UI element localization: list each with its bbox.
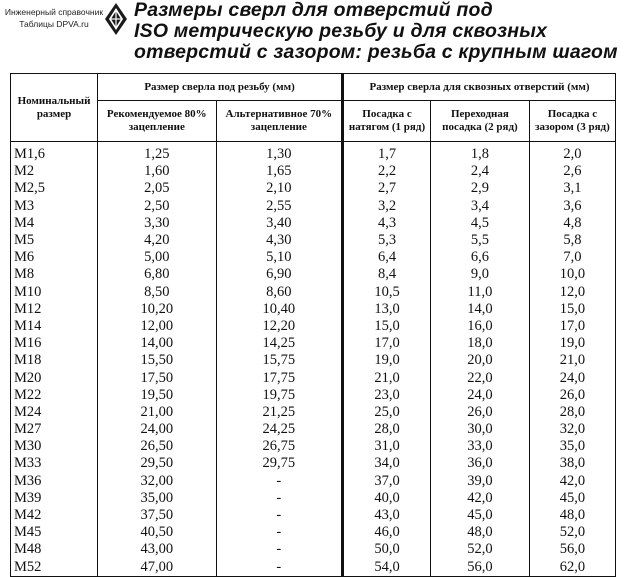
loose-fit-cell: 48,0 bbox=[529, 507, 615, 524]
nominal-size-cell: M36 bbox=[11, 473, 98, 490]
loose-fit-cell: 26,0 bbox=[529, 387, 615, 404]
loose-fit-cell: 52,0 bbox=[529, 524, 615, 541]
alternative-drill-cell: 8,60 bbox=[216, 284, 342, 301]
table-row bbox=[11, 301, 616, 318]
page-title bbox=[134, 0, 634, 63]
nominal-size-cell: M48 bbox=[11, 541, 98, 558]
through-hole-group-header: Размер сверла для сквозных отверстий (мм) bbox=[343, 74, 616, 101]
table-row bbox=[11, 163, 616, 180]
table-row bbox=[11, 473, 616, 490]
recommended-drill-cell: 19,50 bbox=[98, 387, 217, 404]
recommended-drill-cell: 21,00 bbox=[98, 404, 217, 421]
normal-fit-cell: 39,0 bbox=[430, 473, 529, 490]
normal-fit-cell: 36,0 bbox=[430, 455, 529, 472]
column-header-loose-fit: Посадка с зазором (3 ряд) bbox=[529, 101, 615, 142]
loose-fit-cell: 35,0 bbox=[529, 438, 615, 455]
loose-fit-cell: 62,0 bbox=[529, 559, 615, 577]
nominal-size-cell: M16 bbox=[11, 335, 98, 352]
alternative-drill-cell: 24,25 bbox=[216, 421, 342, 438]
site-brand[interactable] bbox=[4, 6, 104, 30]
recommended-drill-cell: 17,50 bbox=[98, 369, 217, 386]
nominal-size-cell: M12 bbox=[11, 301, 98, 318]
close-fit-cell: 21,0 bbox=[343, 369, 431, 386]
thread-drill-group-header: Размер сверла под резьбу (мм) bbox=[98, 74, 343, 101]
nominal-size-cell: M39 bbox=[11, 490, 98, 507]
nominal-size-cell: M14 bbox=[11, 318, 98, 335]
table-row bbox=[11, 232, 616, 249]
brand-line-1: Инженерный справочник bbox=[4, 7, 104, 17]
loose-fit-cell: 32,0 bbox=[529, 421, 615, 438]
recommended-drill-cell: 40,50 bbox=[98, 524, 217, 541]
loose-fit-cell: 21,0 bbox=[529, 352, 615, 369]
loose-fit-cell: 2,6 bbox=[529, 163, 615, 180]
normal-fit-cell: 1,8 bbox=[430, 142, 529, 164]
table-row bbox=[11, 438, 616, 455]
nominal-size-cell: M27 bbox=[11, 421, 98, 438]
table-row bbox=[11, 142, 616, 164]
normal-fit-cell: 20,0 bbox=[430, 352, 529, 369]
close-fit-cell: 8,4 bbox=[343, 266, 431, 283]
loose-fit-cell: 7,0 bbox=[529, 249, 615, 266]
normal-fit-cell: 14,0 bbox=[430, 301, 529, 318]
loose-fit-cell: 24,0 bbox=[529, 369, 615, 386]
normal-fit-cell: 48,0 bbox=[430, 524, 529, 541]
recommended-drill-cell: 15,50 bbox=[98, 352, 217, 369]
close-fit-cell: 19,0 bbox=[343, 352, 431, 369]
recommended-drill-cell: 8,50 bbox=[98, 284, 217, 301]
recommended-drill-cell: 32,00 bbox=[98, 473, 217, 490]
nominal-size-cell: M33 bbox=[11, 455, 98, 472]
close-fit-cell: 1,7 bbox=[343, 142, 431, 164]
normal-fit-cell: 42,0 bbox=[430, 490, 529, 507]
alternative-drill-cell: 4,30 bbox=[216, 232, 342, 249]
nominal-size-cell: M22 bbox=[11, 387, 98, 404]
title-line-1: Размеры сверл для отверстий под bbox=[134, 0, 493, 21]
table-row bbox=[11, 421, 616, 438]
column-header-close-fit: Посадка с натягом (1 ряд) bbox=[343, 101, 431, 142]
nominal-size-cell: M1,6 bbox=[11, 142, 98, 164]
loose-fit-cell: 42,0 bbox=[529, 473, 615, 490]
recommended-drill-cell: 2,50 bbox=[98, 198, 217, 215]
drill-size-table bbox=[10, 73, 616, 577]
close-fit-cell: 4,3 bbox=[343, 215, 431, 232]
table-row bbox=[11, 387, 616, 404]
close-fit-cell: 50,0 bbox=[343, 541, 431, 558]
table-row bbox=[11, 198, 616, 215]
column-header-recommended: Рекомендуемое 80% зацепление bbox=[98, 101, 217, 142]
alternative-drill-cell: - bbox=[216, 559, 342, 577]
recommended-drill-cell: 12,00 bbox=[98, 318, 217, 335]
alternative-drill-cell: 26,75 bbox=[216, 438, 342, 455]
recommended-drill-cell: 35,00 bbox=[98, 490, 217, 507]
normal-fit-cell: 18,0 bbox=[430, 335, 529, 352]
page-header bbox=[0, 0, 639, 72]
normal-fit-cell: 4,5 bbox=[430, 215, 529, 232]
recommended-drill-cell: 37,50 bbox=[98, 507, 217, 524]
table-row bbox=[11, 490, 616, 507]
normal-fit-cell: 6,6 bbox=[430, 249, 529, 266]
loose-fit-cell: 3,6 bbox=[529, 198, 615, 215]
nominal-size-cell: M6 bbox=[11, 249, 98, 266]
loose-fit-cell: 4,8 bbox=[529, 215, 615, 232]
table-row bbox=[11, 507, 616, 524]
alternative-drill-cell: - bbox=[216, 524, 342, 541]
nominal-size-cell: M10 bbox=[11, 284, 98, 301]
table-row bbox=[11, 284, 616, 301]
loose-fit-cell: 2,0 bbox=[529, 142, 615, 164]
close-fit-cell: 13,0 bbox=[343, 301, 431, 318]
diamond-logo-icon bbox=[104, 2, 128, 36]
normal-fit-cell: 11,0 bbox=[430, 284, 529, 301]
close-fit-cell: 6,4 bbox=[343, 249, 431, 266]
close-fit-cell: 54,0 bbox=[343, 559, 431, 577]
normal-fit-cell: 33,0 bbox=[430, 438, 529, 455]
column-header-normal-fit: Переходная посадка (2 ряд) bbox=[430, 101, 529, 142]
loose-fit-cell: 19,0 bbox=[529, 335, 615, 352]
table-row bbox=[11, 369, 616, 386]
nominal-size-cell: M5 bbox=[11, 232, 98, 249]
normal-fit-cell: 3,4 bbox=[430, 198, 529, 215]
loose-fit-cell: 12,0 bbox=[529, 284, 615, 301]
table-row bbox=[11, 455, 616, 472]
alternative-drill-cell: 14,25 bbox=[216, 335, 342, 352]
alternative-drill-cell: 2,55 bbox=[216, 198, 342, 215]
close-fit-cell: 37,0 bbox=[343, 473, 431, 490]
alternative-drill-cell: - bbox=[216, 473, 342, 490]
title-line-3: отверстий с зазором: резьба с крупным шагом bbox=[134, 41, 618, 63]
close-fit-cell: 31,0 bbox=[343, 438, 431, 455]
normal-fit-cell: 5,5 bbox=[430, 232, 529, 249]
recommended-drill-cell: 5,00 bbox=[98, 249, 217, 266]
alternative-drill-cell: 29,75 bbox=[216, 455, 342, 472]
nominal-size-cell: M2 bbox=[11, 163, 98, 180]
column-header-alternative: Альтернативное 70% зацепление bbox=[216, 101, 342, 142]
nominal-size-cell: M18 bbox=[11, 352, 98, 369]
loose-fit-cell: 56,0 bbox=[529, 541, 615, 558]
recommended-drill-cell: 47,00 bbox=[98, 559, 217, 577]
table-body bbox=[11, 142, 616, 577]
close-fit-cell: 15,0 bbox=[343, 318, 431, 335]
loose-fit-cell: 3,1 bbox=[529, 180, 615, 197]
recommended-drill-cell: 2,05 bbox=[98, 180, 217, 197]
loose-fit-cell: 17,0 bbox=[529, 318, 615, 335]
table-row bbox=[11, 180, 616, 197]
close-fit-cell: 25,0 bbox=[343, 404, 431, 421]
alternative-drill-cell: 19,75 bbox=[216, 387, 342, 404]
table-row bbox=[11, 318, 616, 335]
close-fit-cell: 5,3 bbox=[343, 232, 431, 249]
close-fit-cell: 40,0 bbox=[343, 490, 431, 507]
table-row bbox=[11, 541, 616, 558]
table-row bbox=[11, 559, 616, 577]
alternative-drill-cell: 15,75 bbox=[216, 352, 342, 369]
alternative-drill-cell: 17,75 bbox=[216, 369, 342, 386]
loose-fit-cell: 5,8 bbox=[529, 232, 615, 249]
loose-fit-cell: 38,0 bbox=[529, 455, 615, 472]
recommended-drill-cell: 29,50 bbox=[98, 455, 217, 472]
normal-fit-cell: 9,0 bbox=[430, 266, 529, 283]
nominal-size-header: Номинальный размер bbox=[11, 74, 98, 142]
table-row bbox=[11, 249, 616, 266]
nominal-size-cell: M20 bbox=[11, 369, 98, 386]
normal-fit-cell: 26,0 bbox=[430, 404, 529, 421]
table-row bbox=[11, 404, 616, 421]
recommended-drill-cell: 6,80 bbox=[98, 266, 217, 283]
normal-fit-cell: 2,9 bbox=[430, 180, 529, 197]
nominal-size-cell: M24 bbox=[11, 404, 98, 421]
nominal-size-cell: M52 bbox=[11, 559, 98, 577]
close-fit-cell: 34,0 bbox=[343, 455, 431, 472]
recommended-drill-cell: 4,20 bbox=[98, 232, 217, 249]
loose-fit-cell: 15,0 bbox=[529, 301, 615, 318]
close-fit-cell: 28,0 bbox=[343, 421, 431, 438]
close-fit-cell: 2,7 bbox=[343, 180, 431, 197]
nominal-size-cell: M8 bbox=[11, 266, 98, 283]
alternative-drill-cell: 12,20 bbox=[216, 318, 342, 335]
normal-fit-cell: 30,0 bbox=[430, 421, 529, 438]
nominal-size-cell: M45 bbox=[11, 524, 98, 541]
recommended-drill-cell: 1,25 bbox=[98, 142, 217, 164]
recommended-drill-cell: 26,50 bbox=[98, 438, 217, 455]
recommended-drill-cell: 10,20 bbox=[98, 301, 217, 318]
recommended-drill-cell: 43,00 bbox=[98, 541, 217, 558]
close-fit-cell: 17,0 bbox=[343, 335, 431, 352]
alternative-drill-cell: 6,90 bbox=[216, 266, 342, 283]
close-fit-cell: 3,2 bbox=[343, 198, 431, 215]
normal-fit-cell: 2,4 bbox=[430, 163, 529, 180]
alternative-drill-cell: 21,25 bbox=[216, 404, 342, 421]
recommended-drill-cell: 1,60 bbox=[98, 163, 217, 180]
alternative-drill-cell: 2,10 bbox=[216, 180, 342, 197]
alternative-drill-cell: 3,40 bbox=[216, 215, 342, 232]
recommended-drill-cell: 3,30 bbox=[98, 215, 217, 232]
nominal-size-cell: M2,5 bbox=[11, 180, 98, 197]
alternative-drill-cell: 10,40 bbox=[216, 301, 342, 318]
close-fit-cell: 43,0 bbox=[343, 507, 431, 524]
loose-fit-cell: 28,0 bbox=[529, 404, 615, 421]
alternative-drill-cell: 5,10 bbox=[216, 249, 342, 266]
normal-fit-cell: 22,0 bbox=[430, 369, 529, 386]
nominal-size-cell: M3 bbox=[11, 198, 98, 215]
recommended-drill-cell: 24,00 bbox=[98, 421, 217, 438]
loose-fit-cell: 10,0 bbox=[529, 266, 615, 283]
alternative-drill-cell: 1,30 bbox=[216, 142, 342, 164]
table-row bbox=[11, 215, 616, 232]
alternative-drill-cell: - bbox=[216, 507, 342, 524]
normal-fit-cell: 56,0 bbox=[430, 559, 529, 577]
close-fit-cell: 10,5 bbox=[343, 284, 431, 301]
table-row bbox=[11, 352, 616, 369]
loose-fit-cell: 45,0 bbox=[529, 490, 615, 507]
nominal-size-cell: M30 bbox=[11, 438, 98, 455]
nominal-size-cell: M4 bbox=[11, 215, 98, 232]
alternative-drill-cell: - bbox=[216, 490, 342, 507]
normal-fit-cell: 24,0 bbox=[430, 387, 529, 404]
table-row bbox=[11, 266, 616, 283]
normal-fit-cell: 16,0 bbox=[430, 318, 529, 335]
alternative-drill-cell: 1,65 bbox=[216, 163, 342, 180]
brand-line-2: Таблицы DPVA.ru bbox=[19, 19, 89, 29]
alternative-drill-cell: - bbox=[216, 541, 342, 558]
close-fit-cell: 23,0 bbox=[343, 387, 431, 404]
normal-fit-cell: 45,0 bbox=[430, 507, 529, 524]
normal-fit-cell: 52,0 bbox=[430, 541, 529, 558]
table-row bbox=[11, 524, 616, 541]
nominal-size-cell: M42 bbox=[11, 507, 98, 524]
table-row bbox=[11, 335, 616, 352]
close-fit-cell: 46,0 bbox=[343, 524, 431, 541]
recommended-drill-cell: 14,00 bbox=[98, 335, 217, 352]
close-fit-cell: 2,2 bbox=[343, 163, 431, 180]
title-line-2: ISO метрическую резьбу и для сквозных bbox=[134, 20, 548, 42]
